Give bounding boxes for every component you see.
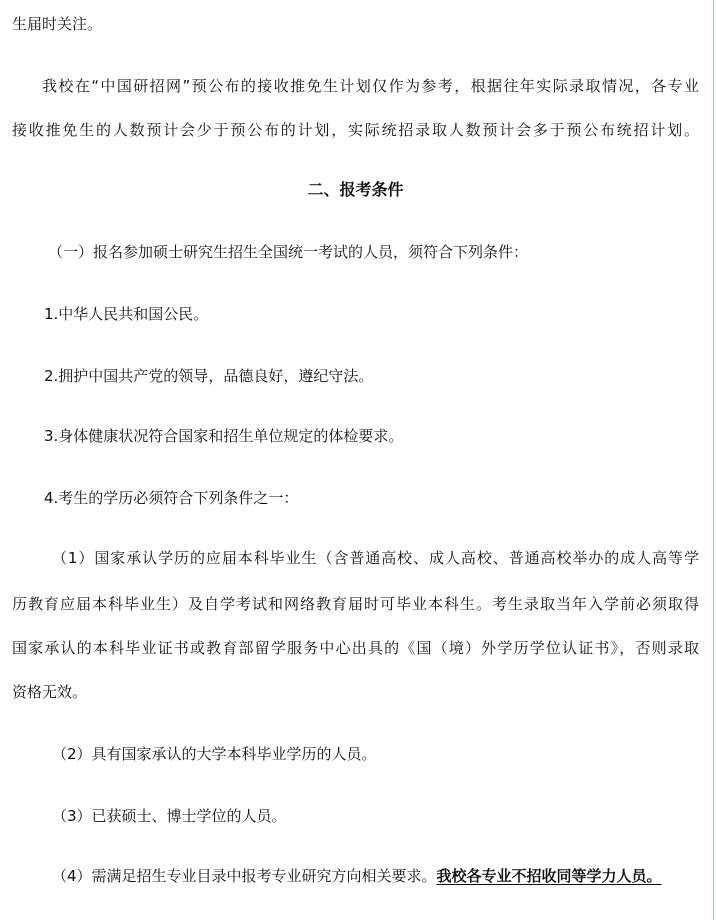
subsection-heading: （一）报名参加硕士研究生招生全国统一考试的人员，须符合下列条件： <box>48 243 529 261</box>
condition-item: 4.考生的学历必须符合下列条件之一： <box>44 489 299 507</box>
education-item-line: 资格无效。 <box>12 683 88 701</box>
education-item-line: 历教育应届本科毕业生）及自学考试和网络教育届时可毕业本科生。考生录取当年入学前必须取得 <box>12 595 699 613</box>
emphasis-note: 我校各专业不招收同等学力人员。 <box>436 867 662 885</box>
condition-item: 2.拥护中国共产党的领导，品德良好，遵纪守法。 <box>44 367 374 385</box>
section-heading: 二、报考条件 <box>307 180 404 199</box>
recommendation-paragraph-line: 接收推免生的人数预计会少于预公布的计划，实际统招录取人数预计会多于预公布统招计划。 <box>12 121 699 139</box>
education-item-line: 国家承认的本科毕业证书或教育部留学服务中心出具的《国（境）外学历学位认证书》，否则录取 <box>12 639 699 657</box>
education-item-text: （4）需满足招生专业目录中报考专业研究方向相关要求。 <box>52 867 437 885</box>
recommendation-paragraph-line: 我校在“中国研招网”预公布的接收推免生计划仅作为参考，根据往年实际录取情况，各专业 <box>42 77 699 95</box>
education-item: （2）具有国家承认的大学本科毕业学历的人员。 <box>52 745 377 763</box>
education-item-line: （1）国家承认学历的应届本科毕业生（含普通高校、成人高校、普通高校举办的成人高等学 <box>52 549 699 567</box>
paragraph-line: 生届时关注。 <box>12 15 103 33</box>
condition-item: 1.中华人民共和国公民。 <box>44 305 209 323</box>
education-item <box>52 866 699 886</box>
condition-item: 3.身体健康状况符合国家和招生单位规定的体检要求。 <box>44 427 404 445</box>
education-item: （3）已获硕士、博士学位的人员。 <box>52 807 287 825</box>
